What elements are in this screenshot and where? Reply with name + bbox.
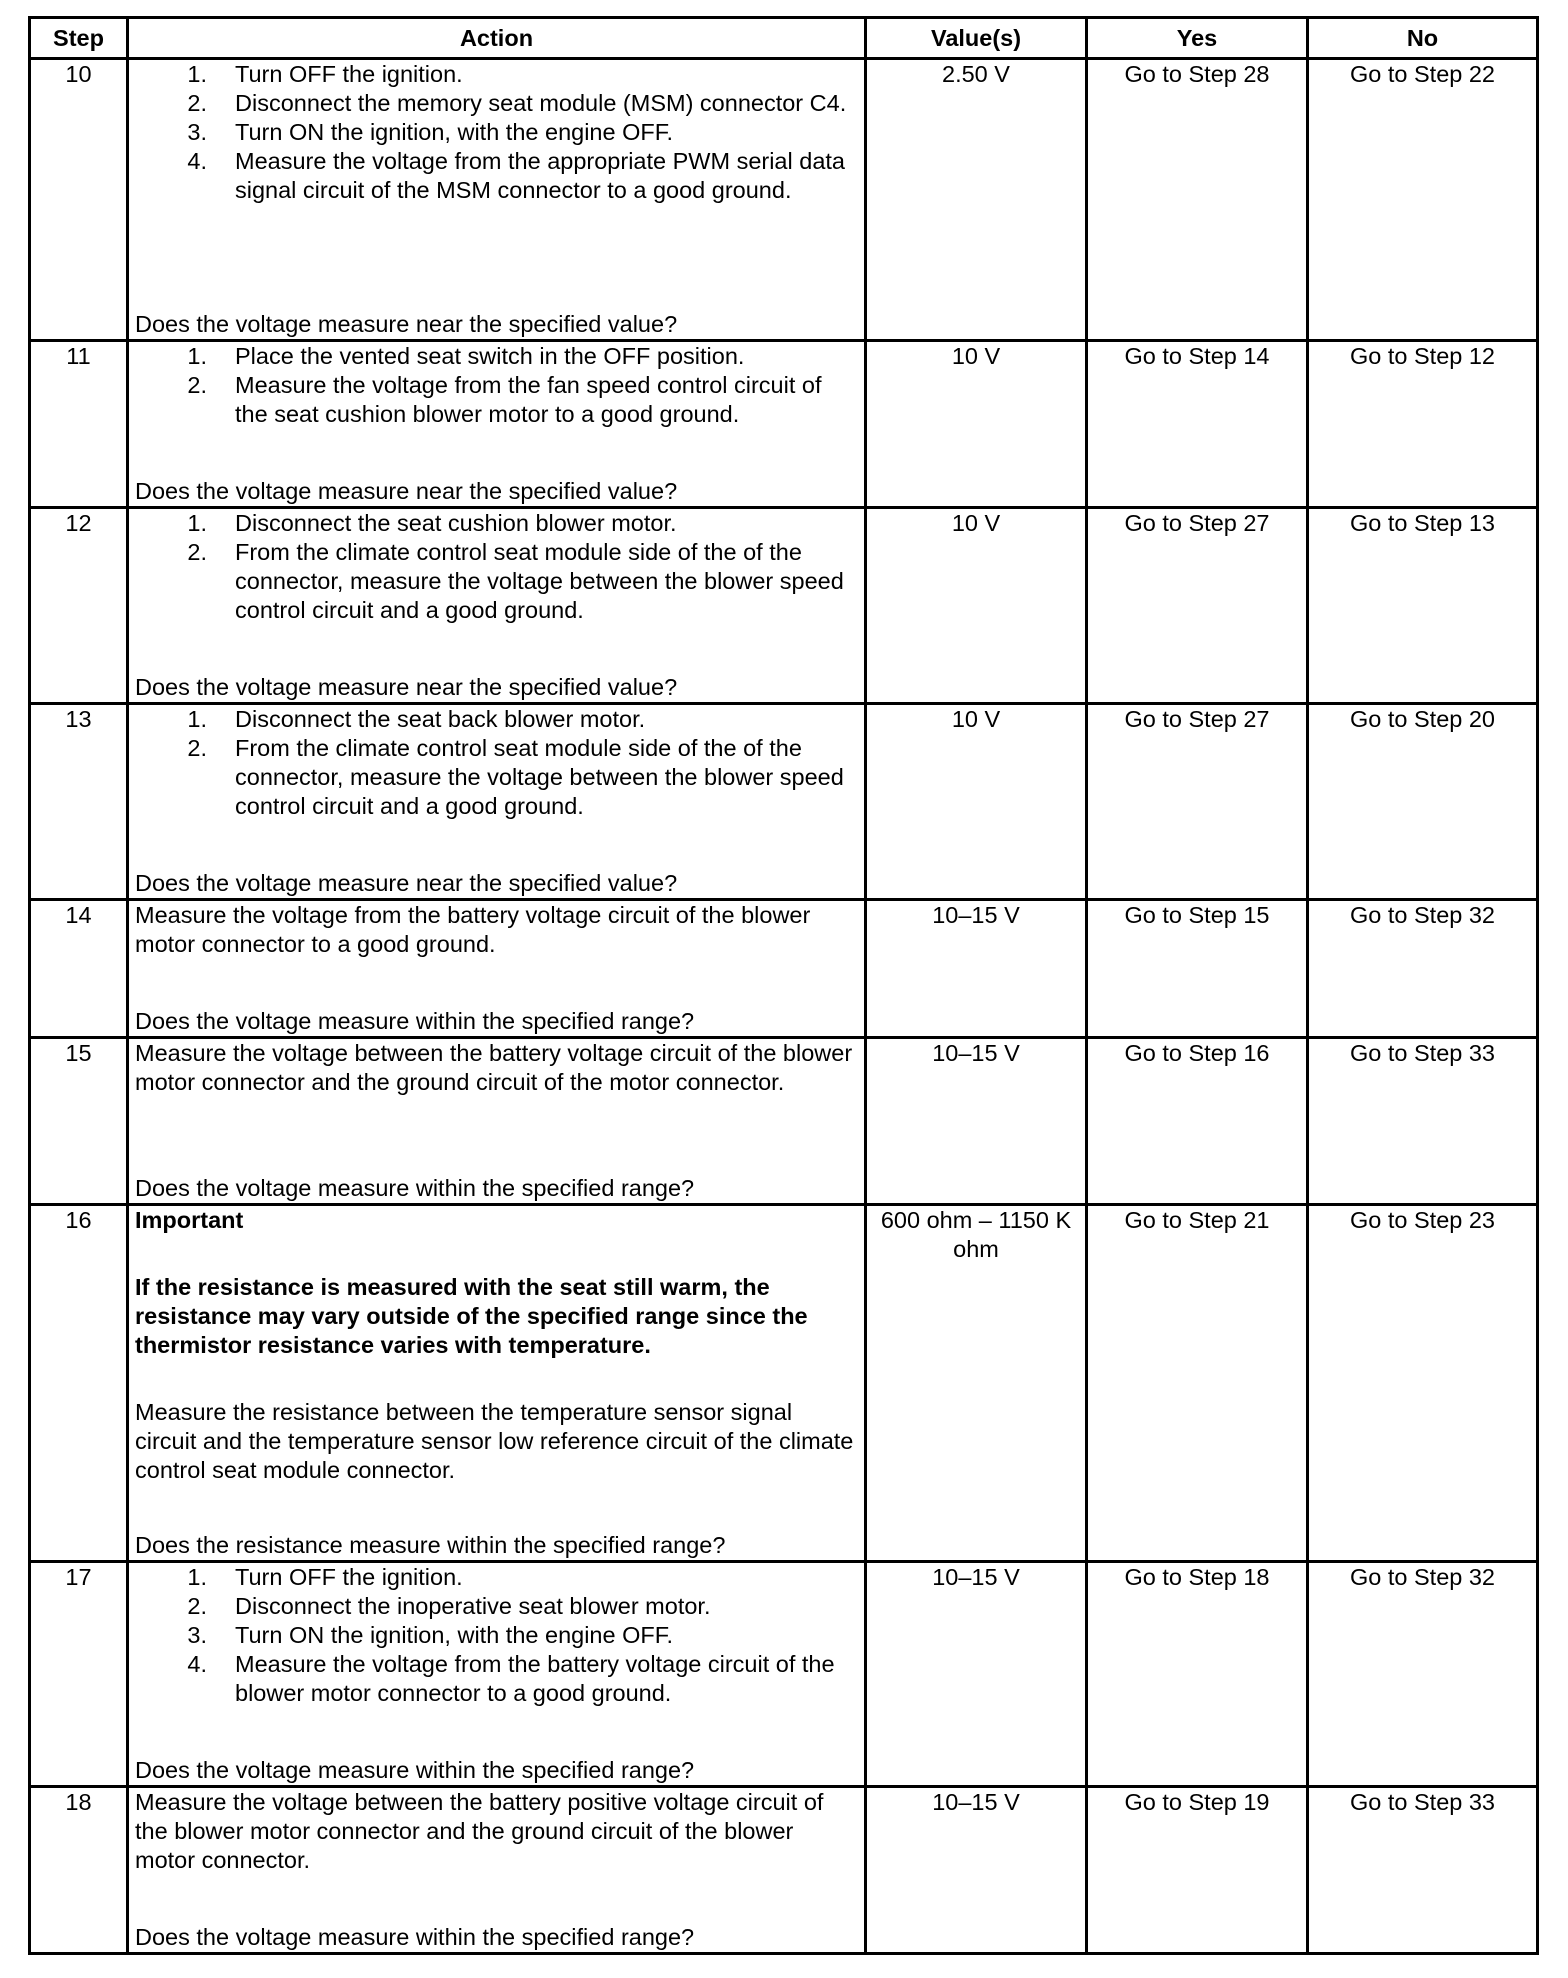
action-cell xyxy=(128,508,866,704)
table-row xyxy=(30,59,1538,341)
action-list xyxy=(135,509,858,673)
table-row xyxy=(30,508,1538,704)
yes-cell: Go to Step 14 xyxy=(1087,341,1308,508)
action-question: Does the voltage measure near the specified value? xyxy=(135,674,678,700)
value-cell: 10 V xyxy=(866,341,1087,508)
header-step: Step xyxy=(30,18,128,59)
action-text: Measure the resistance between the temperature sensor signal circuit and the temperature sensor low reference circuit of the climate control seat module connector. xyxy=(135,1399,854,1483)
list-item: 1. Turn OFF the ignition. xyxy=(187,61,463,87)
header-no: No xyxy=(1308,18,1538,59)
action-text: Measure the voltage from the battery voltage circuit of the blower motor connector to a good ground. xyxy=(135,902,811,957)
no-cell: Go to Step 32 xyxy=(1308,1562,1538,1787)
yes-cell: Go to Step 19 xyxy=(1087,1787,1308,1954)
action-question: Does the voltage measure within the specified range? xyxy=(135,1008,695,1034)
list-item: 4. Measure the voltage from the battery voltage circuit of the blower motor connector to a good ground. xyxy=(187,1651,835,1706)
table-row xyxy=(30,1562,1538,1787)
action-text: Measure the voltage between the battery voltage circuit of the blower motor connector and the ground circuit of the motor connector. xyxy=(135,1040,853,1095)
action-question: Does the voltage measure within the specified range? xyxy=(135,1175,695,1201)
yes-cell: Go to Step 16 xyxy=(1087,1038,1308,1205)
no-cell: Go to Step 22 xyxy=(1308,59,1538,341)
no-cell: Go to Step 23 xyxy=(1308,1205,1538,1562)
no-cell: Go to Step 33 xyxy=(1308,1787,1538,1954)
action-cell xyxy=(128,1038,866,1205)
value-cell: 2.50 V xyxy=(866,59,1087,341)
step-number: 18 xyxy=(30,1787,128,1954)
action-text: Measure the voltage between the battery positive voltage circuit of the blower motor connector and the ground circuit of the blower motor connector. xyxy=(135,1789,824,1873)
value-cell: 10–15 V xyxy=(866,1787,1087,1954)
value-cell: 10–15 V xyxy=(866,1038,1087,1205)
action-question: Does the voltage measure near the specified value? xyxy=(135,311,678,337)
action-question: Does the voltage measure within the specified range? xyxy=(135,1757,695,1783)
no-cell: Go to Step 32 xyxy=(1308,900,1538,1038)
step-number: 10 xyxy=(30,59,128,341)
header-values: Value(s) xyxy=(866,18,1087,59)
step-number: 11 xyxy=(30,341,128,508)
header-row xyxy=(30,18,1538,59)
list-item: 2. Disconnect the memory seat module (MSM) connector C4. xyxy=(187,90,847,116)
action-list xyxy=(135,1563,858,1756)
step-number: 17 xyxy=(30,1562,128,1787)
no-cell: Go to Step 33 xyxy=(1308,1038,1538,1205)
action-question: Does the voltage measure within the specified range? xyxy=(135,1924,695,1950)
step-number: 14 xyxy=(30,900,128,1038)
list-item: 2. Measure the voltage from the fan speed control circuit of the seat cushion blower motor to a good ground. xyxy=(187,372,822,427)
action-question: Does the voltage measure near the specified value? xyxy=(135,478,678,504)
table-row xyxy=(30,1787,1538,1954)
action-question: Does the voltage measure near the specified value? xyxy=(135,870,678,896)
value-cell: 10 V xyxy=(866,704,1087,900)
list-item: 1. Turn OFF the ignition. xyxy=(187,1564,463,1590)
yes-cell: Go to Step 21 xyxy=(1087,1205,1308,1562)
yes-cell: Go to Step 27 xyxy=(1087,704,1308,900)
list-item: 2. From the climate control seat module side of the of the connector, measure the voltage between the blower speed control circuit and a good ground. xyxy=(187,735,844,819)
value-cell: 600 ohm – 1150 K ohm xyxy=(866,1205,1087,1562)
no-cell: Go to Step 13 xyxy=(1308,508,1538,704)
diagnostic-table xyxy=(28,16,1539,1955)
action-cell xyxy=(128,1562,866,1787)
important-heading: Important xyxy=(135,1207,244,1233)
yes-cell: Go to Step 15 xyxy=(1087,900,1308,1038)
list-item: 3. Turn ON the ignition, with the engine OFF. xyxy=(187,119,674,145)
value-cell: 10–15 V xyxy=(866,900,1087,1038)
value-cell: 10–15 V xyxy=(866,1562,1087,1787)
action-cell xyxy=(128,1205,866,1562)
list-item: 2. Disconnect the inoperative seat blower motor. xyxy=(187,1593,711,1619)
table-row xyxy=(30,341,1538,508)
header-action: Action xyxy=(128,18,866,59)
action-cell xyxy=(128,704,866,900)
no-cell: Go to Step 20 xyxy=(1308,704,1538,900)
action-cell xyxy=(128,59,866,341)
value-cell: 10 V xyxy=(866,508,1087,704)
important-note: If the resistance is measured with the seat still warm, the resistance may vary outside of the specified range since the thermistor resistance varies with temperature. xyxy=(135,1274,808,1358)
step-number: 16 xyxy=(30,1205,128,1562)
step-number: 13 xyxy=(30,704,128,900)
no-cell: Go to Step 12 xyxy=(1308,341,1538,508)
action-cell xyxy=(128,341,866,508)
action-question: Does the resistance measure within the specified range? xyxy=(135,1532,726,1558)
list-item: 1. Disconnect the seat back blower motor. xyxy=(187,706,646,732)
header-yes: Yes xyxy=(1087,18,1308,59)
action-list xyxy=(135,60,858,310)
list-item: 1. Disconnect the seat cushion blower motor. xyxy=(187,510,677,536)
table-row xyxy=(30,704,1538,900)
list-item: 3. Turn ON the ignition, with the engine OFF. xyxy=(187,1622,674,1648)
table-row xyxy=(30,900,1538,1038)
action-list xyxy=(135,705,858,869)
step-number: 15 xyxy=(30,1038,128,1205)
list-item: 4. Measure the voltage from the appropriate PWM serial data signal circuit of the MSM connector to a good ground. xyxy=(187,148,845,203)
yes-cell: Go to Step 28 xyxy=(1087,59,1308,341)
yes-cell: Go to Step 18 xyxy=(1087,1562,1308,1787)
list-item: 1. Place the vented seat switch in the OFF position. xyxy=(187,343,745,369)
list-item: 2. From the climate control seat module side of the of the connector, measure the voltage between the blower speed control circuit and a good ground. xyxy=(187,539,844,623)
action-cell xyxy=(128,900,866,1038)
step-number: 12 xyxy=(30,508,128,704)
yes-cell: Go to Step 27 xyxy=(1087,508,1308,704)
table-row xyxy=(30,1205,1538,1562)
table-row xyxy=(30,1038,1538,1205)
action-list xyxy=(135,342,858,477)
action-cell xyxy=(128,1787,866,1954)
